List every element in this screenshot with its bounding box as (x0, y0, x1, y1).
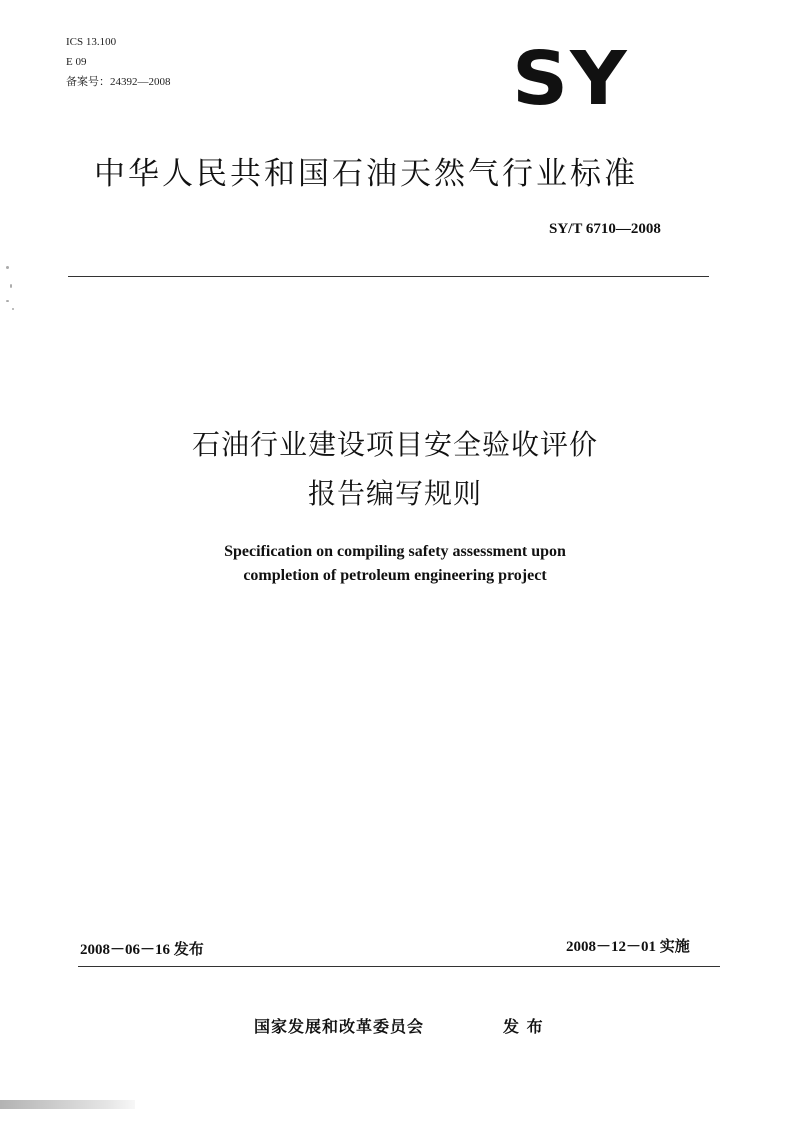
scan-speck (6, 266, 9, 269)
title-en-line1: Specification on compiling safety assessment upon (224, 543, 566, 560)
ics-code: ICS 13.100 (66, 36, 117, 48)
issued-label: 发 布 (503, 1017, 544, 1036)
classification-code: E 09 (66, 56, 87, 68)
implementation-date: 2008－12－01 实施 (566, 939, 690, 955)
title-cn-line1: 石油行业建设项目安全验收评价 (191, 428, 598, 461)
record-number: 备案号：24392—2008 (66, 76, 171, 88)
scan-artifact-strip (0, 1100, 135, 1109)
issuing-authority: 国家发展和改革委员会 (254, 1017, 425, 1036)
scan-speck (12, 308, 14, 310)
scan-speck (10, 284, 12, 288)
title-cn-line2: 报告编写规则 (307, 477, 482, 510)
header-divider (68, 276, 709, 277)
issue-date: 2008－06－16 发布 (80, 942, 204, 958)
sy-logo: SY (512, 36, 629, 122)
standard-title: 中华人民共和国石油天然气行业标准 (94, 156, 638, 192)
scan-speck (6, 300, 9, 302)
standard-number: SY/T 6710—2008 (549, 221, 661, 237)
footer-divider (78, 966, 720, 967)
title-en-line2: completion of petroleum engineering project (243, 567, 547, 584)
